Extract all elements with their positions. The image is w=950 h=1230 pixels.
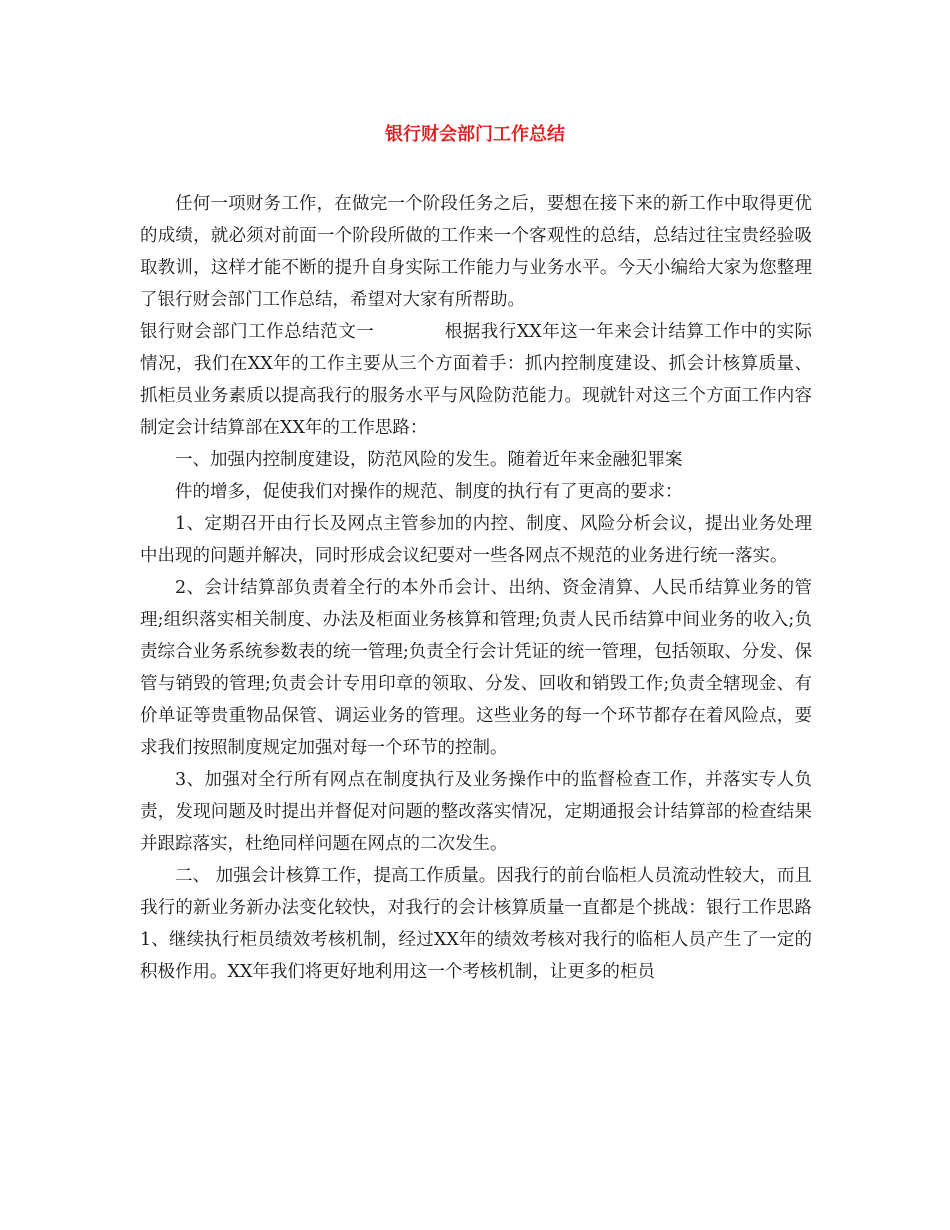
document-body: [140, 188, 812, 988]
paragraph-point-3: 3、加强对全行所有网点在制度执行及业务操作中的监督检查工作，并落实专人负责，发现问题及时提出并督促对问题的整改落实情况，定期通报会计结算部的检查结果并跟踪落实，杜绝同样问题在网点的二次发生。: [140, 770, 812, 854]
paragraph-item-one: 一、加强内控制度建设，防范风险的发生。随着近年来金融犯罪案: [175, 450, 683, 470]
paragraph-section-heading: [140, 316, 812, 444]
paragraph-intro: 任何一项财务工作，在做完一个阶段任务之后，要想在接下来的新工作中取得更优的成绩，就必须对前面一个阶段所做的工作来一个客观性的总结，总结过往宝贵经验吸取教训，这样才能不断的提升自身实际工作能力与业务水平。今天小编给大家为您整理了银行财会部门工作总结，希望对大家有所帮助。: [140, 194, 812, 310]
paragraph-sample-lead: 根据我行XX年这一年来会计结算工作中的实际情况，我们在XX年的工作主要从三个方面着手：抓内控制度建设、抓会计核算质量、抓柜员业务素质以提高我行的服务水平与风险防范能力。现就针对这三个方面工作内容制定会计结算部在XX年的工作思路：: [140, 322, 813, 438]
paragraph-item-one-cont: 件的增多，促使我们对操作的规范、制度的执行有了更高的要求：: [175, 482, 683, 502]
paragraph-item-two: 二、 加强会计核算工作，提高工作质量。因我行的前台临柜人员流动性较大，而且我行的新业务新办法变化较快，对我行的会计核算质量一直都是个挑战：银行工作思路1、继续执行柜员绩效考核机制，经过XX年的绩效考核对我行的临柜人员产生了一定的积极作用。XX年我们将更好地利用这一个考核机制，让更多的柜员: [140, 866, 812, 982]
sample-heading: 银行财会部门工作总结范文一: [140, 322, 375, 342]
paragraph-point-1: 1、定期召开由行长及网点主管参加的内控、制度、风险分析会议，提出业务处理中出现的问题并解决，同时形成会议纪要对一些各网点不规范的业务进行统一落实。: [140, 514, 812, 566]
paragraph-point-2: 2、会计结算部负责着全行的本外币会计、出纳、资金清算、人民币结算业务的管理;组织落实相关制度、办法及柜面业务核算和管理;负责人民币结算中间业务的收入;负责综合业务系统参数表的统一管理;负责全行会计凭证的统一管理，包括领取、分发、保管与销毁的管理;负责会计专用印章的领取、分发、回收和销毁工作;负责全辖现金、有价单证等贵重物品保管、调运业务的管理。这些业务的每一个环节都存在着风险点，要求我们按照制度规定加强对每一个环节的控制。: [140, 578, 812, 758]
document-title: 银行财会部门工作总结: [385, 124, 565, 145]
